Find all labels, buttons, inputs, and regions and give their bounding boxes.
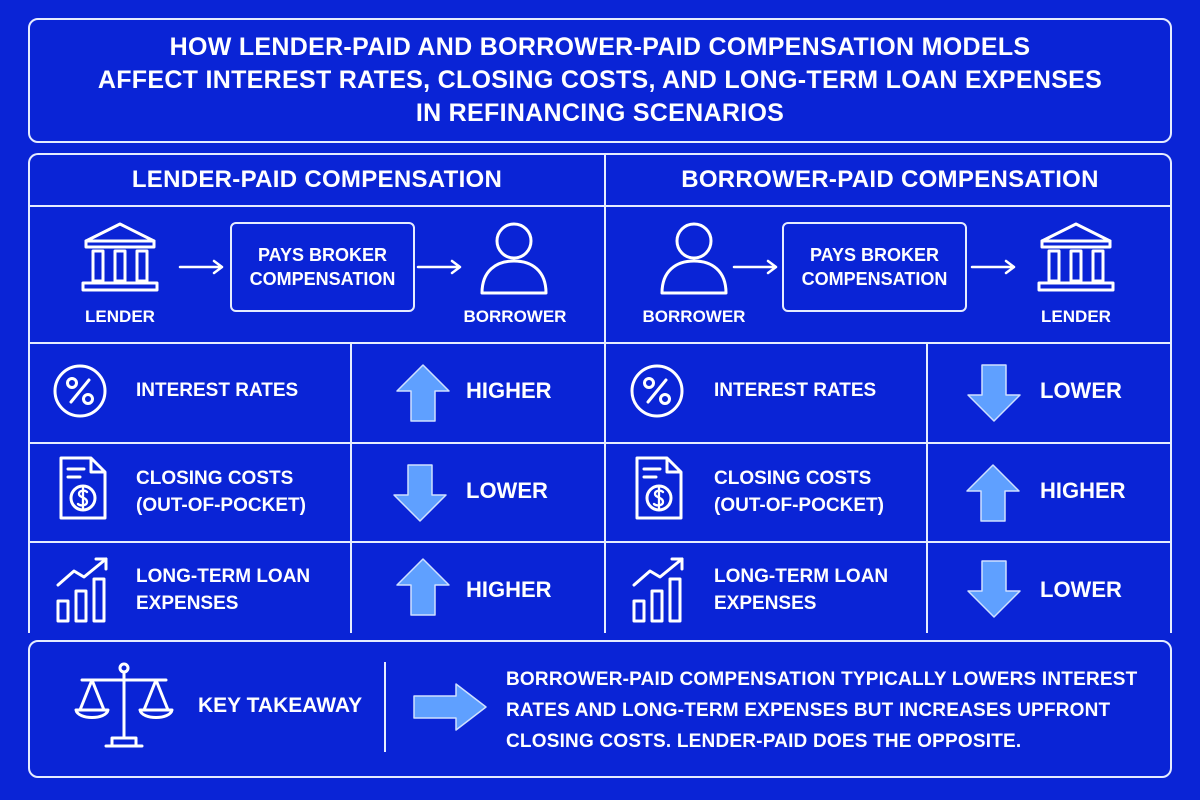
right-pays-line-1: PAYS BROKER bbox=[809, 245, 940, 265]
right-row-2-label-line-1: CLOSING COSTS bbox=[714, 468, 872, 489]
arrow-up-icon bbox=[395, 557, 451, 617]
left-row-1-label bbox=[136, 377, 298, 404]
title-box bbox=[28, 18, 1172, 143]
divider-center bbox=[604, 155, 606, 633]
left-pays-line-1: PAYS BROKER bbox=[257, 245, 388, 265]
takeaway-label: KEY TAKEAWAY bbox=[198, 694, 363, 717]
right-row-2-value: HIGHER bbox=[1040, 478, 1126, 503]
right-row-3-label-line-1: LONG-TERM LOAN bbox=[714, 566, 889, 587]
person-icon bbox=[478, 221, 550, 295]
comparison-grid bbox=[28, 153, 1172, 633]
arrow-down-icon bbox=[966, 559, 1022, 619]
left-row-2-label-line-1: CLOSING COSTS bbox=[136, 468, 294, 489]
divider-right-value bbox=[926, 343, 928, 633]
left-pays-line-2: COMPENSATION bbox=[249, 269, 396, 289]
takeaway-line-3: CLOSING COSTS. LENDER-PAID DOES THE OPPOSITE. bbox=[506, 731, 1022, 752]
right-row-1-label-line-1: INTEREST RATES bbox=[714, 380, 877, 401]
divider-header bbox=[30, 205, 1172, 207]
percent-icon bbox=[629, 363, 685, 419]
takeaway-divider bbox=[384, 662, 386, 752]
person-icon bbox=[658, 221, 730, 295]
left-row-1-value: HIGHER bbox=[466, 378, 552, 403]
right-row-3-value: LOWER bbox=[1040, 577, 1122, 602]
left-heading: LENDER-PAID COMPENSATION bbox=[131, 166, 503, 193]
growth-chart-icon bbox=[630, 555, 690, 623]
title-line-1: HOW LENDER-PAID AND BORROWER-PAID COMPENSATION MODELS bbox=[169, 33, 1031, 61]
right-row-3-label-line-2: EXPENSES bbox=[714, 593, 817, 614]
divider-left-value bbox=[350, 343, 352, 633]
left-row-3-label-line-2: EXPENSES bbox=[136, 593, 239, 614]
right-row-3-label bbox=[714, 563, 888, 617]
arrow-right-icon bbox=[416, 259, 464, 275]
right-row-2-label bbox=[714, 465, 884, 519]
growth-chart-icon bbox=[54, 555, 114, 623]
left-flow-to-label: BORROWER bbox=[463, 307, 567, 326]
left-flow-from-label: LENDER bbox=[85, 307, 155, 326]
left-row-2-label-line-2: (OUT-OF-POCKET) bbox=[136, 495, 306, 516]
scales-icon bbox=[74, 660, 174, 752]
arrow-right-icon bbox=[732, 259, 780, 275]
title-line-3: IN REFINANCING SCENARIOS bbox=[415, 99, 785, 127]
takeaway-box bbox=[28, 640, 1172, 778]
left-row-3-value: HIGHER bbox=[466, 577, 552, 602]
right-flow-from-label: BORROWER bbox=[642, 307, 746, 326]
arrow-up-icon bbox=[965, 463, 1021, 523]
arrow-up-icon bbox=[395, 363, 451, 423]
right-pays-box bbox=[782, 222, 967, 312]
right-row-1-value: LOWER bbox=[1040, 378, 1122, 403]
left-row-3-label-line-1: LONG-TERM LOAN bbox=[136, 566, 311, 587]
right-flow-to-label: LENDER bbox=[1041, 307, 1111, 326]
right-row-2-label-line-2: (OUT-OF-POCKET) bbox=[714, 495, 884, 516]
arrow-right-icon bbox=[178, 259, 226, 275]
left-row-3-label bbox=[136, 563, 310, 617]
divider-row-2 bbox=[30, 541, 1172, 543]
left-row-2-value: LOWER bbox=[466, 478, 548, 503]
left-row-1-label-line-1: INTEREST RATES bbox=[136, 380, 299, 401]
arrow-down-icon bbox=[966, 363, 1022, 423]
divider-flow bbox=[30, 342, 1172, 344]
right-pays-line-2: COMPENSATION bbox=[801, 269, 948, 289]
divider-row-1 bbox=[30, 442, 1172, 444]
arrow-right-icon bbox=[412, 682, 488, 732]
title-line-2: AFFECT INTEREST RATES, CLOSING COSTS, AND LONG-TERM LOAN EXPENSES bbox=[97, 66, 1103, 94]
bank-icon bbox=[80, 221, 160, 293]
document-dollar-icon bbox=[58, 455, 108, 521]
document-dollar-icon bbox=[634, 455, 684, 521]
takeaway-text bbox=[506, 664, 1137, 757]
right-heading: BORROWER-PAID COMPENSATION bbox=[681, 166, 1099, 193]
bank-icon bbox=[1036, 221, 1116, 293]
takeaway-line-1: BORROWER-PAID COMPENSATION TYPICALLY LOWERS INTEREST bbox=[506, 669, 1138, 690]
left-row-2-label bbox=[136, 465, 306, 519]
percent-icon bbox=[52, 363, 108, 419]
takeaway-line-2: RATES AND LONG-TERM EXPENSES BUT INCREASES UPFRONT bbox=[506, 700, 1111, 721]
left-pays-box bbox=[230, 222, 415, 312]
right-row-1-label bbox=[714, 377, 876, 404]
arrow-right-icon bbox=[970, 259, 1018, 275]
arrow-down-icon bbox=[392, 463, 448, 523]
